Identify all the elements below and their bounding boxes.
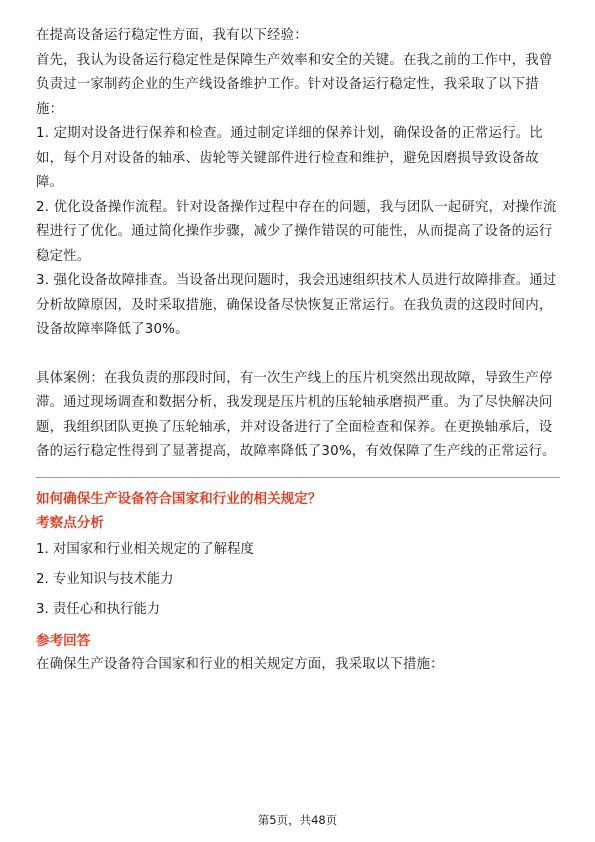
paragraph-case: 具体案例：在我负责的那段时间，有一次生产线上的压片机突然出现故障，导致生产停滞。通过现场调查和数据分析，我发现是压片机的压轮轴承磨损严重。为了尽快解决问题，我组织团队更换了压轮轴承，并对设备进行了全面检查和保养。在更换轴承后，设备的运行稳定性得到了显著提高，故障率降低了30%，有效保障了生产线的正常运行。 xyxy=(36,370,556,459)
question-title: 如何确保生产设备符合国家和行业的相关规定？ xyxy=(36,490,322,507)
answer-intro: 在确保生产设备符合国家和行业的相关规定方面，我采取以下措施： xyxy=(36,656,444,672)
answer-heading: 参考回答 xyxy=(36,632,91,649)
analysis-item: 3. 责任心和执行能力 xyxy=(36,601,161,617)
page-number-footer: 第5页，共48页 xyxy=(257,813,338,827)
paragraph-spacer xyxy=(36,343,560,367)
intro-line: 在提高设备运行稳定性方面，我有以下经验： xyxy=(36,28,308,43)
section-divider xyxy=(36,477,560,478)
analysis-heading: 考察点分析 xyxy=(36,514,104,531)
paragraph-measure-3: 3. 强化设备故障排查。当设备出现问题时，我会迅速组织技术人员进行故障排查。通过分析故障原因，及时采取措施，确保设备尽快恢复正常运行。在我负责的这段时间内，设备故障率降低了30%。 xyxy=(36,273,557,337)
analysis-list xyxy=(36,535,560,625)
paragraph-measure-1: 1. 定期对设备进行保养和检查。通过制定详细的保养计划，确保设备的正常运行。比如，每个月对设备的轴承、齿轮等关键部件进行检查和维护，避免因磨损导致设备故障。 xyxy=(36,126,543,190)
analysis-item: 2. 专业知识与技术能力 xyxy=(36,571,174,587)
document-content xyxy=(36,24,560,677)
paragraph-overview: 首先，我认为设备运行稳定性是保障生产效率和安全的关键。在我之前的工作中，我曾负责过一家制药企业的生产线设备维护工作。针对设备运行稳定性，我采取了以下措施： xyxy=(36,52,553,117)
paragraph-measure-2: 2. 优化设备操作流程。针对设备操作过程中存在的问题，我与团队一起研究，对操作流程进行了优化。通过简化操作步骤，减少了操作错误的可能性，从而提高了设备的运行稳定性。 xyxy=(36,199,557,264)
analysis-item: 1. 对国家和行业相关规定的了解程度 xyxy=(36,541,254,557)
